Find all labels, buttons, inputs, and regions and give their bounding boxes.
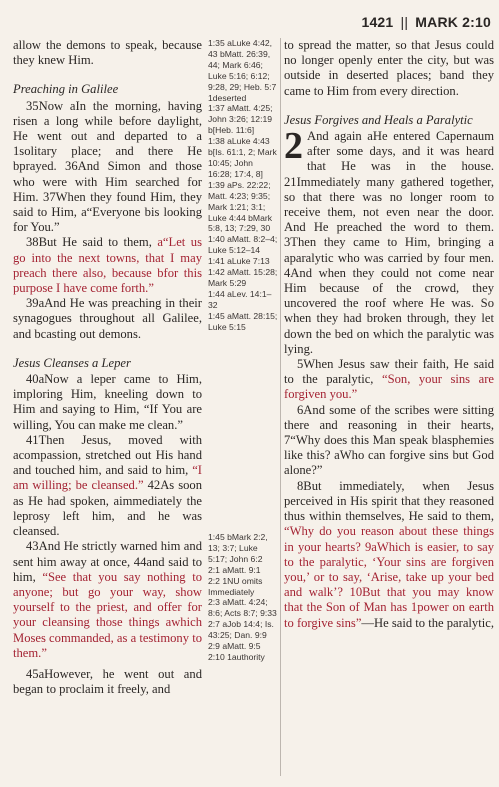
paragraph: 39aAnd He was preaching in their synagogues throughout all Galilee, and bcasting out demons. bbox=[13, 296, 202, 341]
cross-reference: 2:1 aMatt. 9:1 bbox=[208, 564, 261, 575]
paragraph: 45aHowever, he went out and began to proclaim it freely, and bbox=[13, 666, 202, 697]
cross-reference: 1:37 aMatt. 4:25; John 3:26; 12:19 b[Heb. 11:6] bbox=[208, 103, 273, 136]
words-of-christ: “Why do you reason about these things in your hearts? 9aWhich is easier, to say to the paralytic, ‘Your sins are forgiven you,’ or to say, ‘Arise, take up your bed and walk’? 10But that you may know that the Son of Man has 1power on earth to forgive sins” bbox=[284, 524, 494, 630]
cross-reference: 1:45 bMark 2:2, 13; 3:7; Luke 5:17; John 6:2 bbox=[208, 532, 268, 564]
narrative-text: 43And He strictly warned him and sent him away at once, 44and said to him, bbox=[13, 539, 202, 584]
chapter-number: 2 bbox=[284, 125, 303, 168]
paragraph: 35Now aIn the morning, having risen a long while before daylight, He went out and departed to a 1solitary place; and there He bprayed. 36And Simon and those who were with Him searched for Him. 37When they found Him, they said to Him, a“Everyone bis looking for You.” bbox=[13, 98, 202, 235]
paragraph: 6And some of the scribes were sitting there and reasoning in their hearts, 7“Why does this Man speak blasphemies like this? aWho can forgive sins but God alone?” bbox=[284, 402, 494, 478]
narrative-text: 42As soon as He had spoken, aimmediately the leprosy left him, and he was cleansed. bbox=[13, 478, 202, 539]
section-heading: Jesus Cleanses a Leper bbox=[13, 355, 131, 370]
narrative-text: 8But immediately, when Jesus perceived in His spirit that they reasoned thus within themselves, He said to them, bbox=[284, 478, 494, 524]
paragraph: 40aNow a leper came to Him, imploring Him, kneeling down to Him and saying to Him, “If You are willing, You can make me clean.” bbox=[13, 372, 202, 432]
page-number: 1421 bbox=[361, 14, 394, 30]
cross-reference: 2:2 1NU omits Immediately bbox=[208, 575, 263, 597]
right-text-column bbox=[284, 38, 494, 631]
narrative-text: 41Then Jesus, moved with acompassion, stretched out His hand and touched him, and said to him, bbox=[13, 432, 202, 478]
cross-reference: 2:10 1authority bbox=[208, 651, 265, 662]
words-of-christ: “I am willing; be cleansed.” bbox=[13, 463, 202, 493]
words-of-christ: “See that you say nothing to anyone; but go your way, show yourself to the priest, and offer for your cleansing those things awhich Moses commanded, as a testimony to them.” bbox=[13, 569, 203, 660]
cross-reference: 2:3 aMatt. 4:24; 8:6; Acts 8:7; 9:33 bbox=[208, 597, 277, 619]
paragraph bbox=[13, 539, 202, 661]
section-heading: Jesus Forgives and Heals a Paralytic bbox=[284, 112, 473, 127]
narrative-text: —He said to the paralytic, bbox=[361, 615, 494, 630]
paragraph bbox=[13, 433, 202, 539]
paragraph bbox=[13, 235, 202, 296]
cross-reference: 1:40 aMatt. 8:2–4; Luke 5:12–14 bbox=[208, 234, 278, 256]
left-text-column bbox=[13, 38, 202, 697]
paragraph: allow the demons to speak, because they knew Him. bbox=[13, 38, 202, 68]
cross-reference: 1:41 aLuke 7:13 bbox=[208, 256, 270, 267]
cross-reference: 1:35 aLuke 4:42, 43 bMatt. 26:39, 44; Mark 6:46; Luke 5:16; 6:12; 9:28, 29; Heb. 5:7 1deserted bbox=[208, 38, 277, 103]
narrative-text: And again aHe entered Capernaum after some days, and it was heard that He was in the house. 21Immediately many gathered together, so that there was no longer room to receive them, not even near the door. And He preached the word to them. 3Then they came to Him, bringing a aparalytic who was carried by four men. 4And when they could not come near Him because of the crowd, they uncovered the roof where He was. So when they had broken through, they let down the bed on which the paralytic was lying. bbox=[284, 129, 494, 356]
cross-reference: 1:44 aLev. 14:1–32 bbox=[208, 288, 272, 310]
cross-references-top bbox=[208, 38, 278, 332]
cross-reference: 2:7 aJob 14:4; Is. 43:25; Dan. 9:9 bbox=[208, 619, 274, 641]
narrative-text: 38But He said to them, bbox=[26, 235, 158, 250]
paragraph: to spread the matter, so that Jesus could no longer openly enter the city, but was outside in deserted places; band they came to Him from every direction. bbox=[284, 38, 494, 98]
cross-reference: 2:9 aMatt. 9:5 bbox=[208, 641, 261, 652]
chapter-reference: MARK 2:10 bbox=[415, 14, 491, 30]
paragraph bbox=[284, 479, 494, 631]
cross-reference: 1:45 aMatt. 28:15; Luke 5:15 bbox=[208, 310, 278, 332]
header-separator: || bbox=[400, 14, 409, 30]
cross-references-bottom bbox=[208, 532, 278, 663]
column-divider bbox=[280, 38, 281, 776]
paragraph bbox=[284, 357, 494, 403]
words-of-christ: a“Let us go into the next towns, that I may preach there also, because bfor this purpose I have come forth.” bbox=[13, 235, 202, 296]
cross-reference: 1:42 aMatt. 15:28; Mark 5:29 bbox=[208, 267, 278, 288]
paragraph bbox=[284, 125, 494, 357]
cross-reference: 1:38 aLuke 4:43 b[Is. 61:1, 2; Mark 10:45; John 16:28; 17:4, 8] bbox=[208, 136, 277, 179]
cross-reference: 1:39 aPs. 22:22; Matt. 4:23; 9:35; Mark 1:21; 3:1; Luke 4:44 bMark 5:8, 13; 7:29, 30 bbox=[208, 179, 273, 234]
section-heading: Preaching in Galilee bbox=[13, 82, 119, 97]
running-header bbox=[361, 14, 491, 30]
words-of-christ: “Son, your sins are forgiven you.” bbox=[284, 372, 494, 402]
narrative-text: 5When Jesus saw their faith, He said to the paralytic, bbox=[284, 357, 494, 387]
